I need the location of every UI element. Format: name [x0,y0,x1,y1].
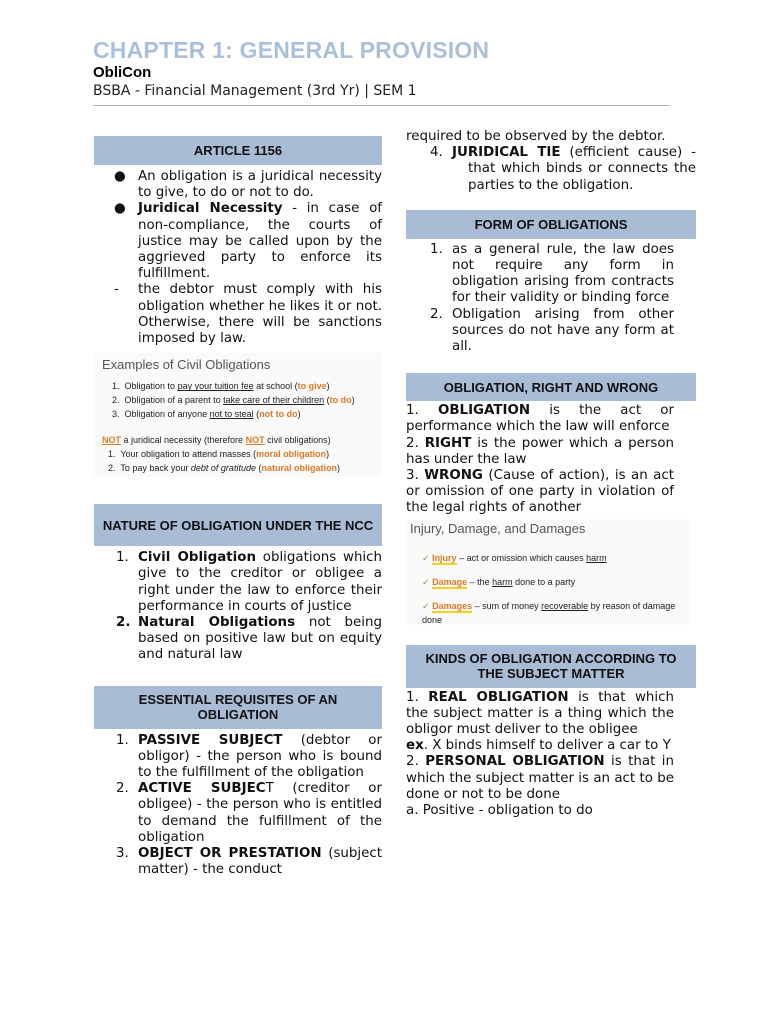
course-line: BSBA - Financial Management (3rd Yr) | SEM 1 [93,83,417,99]
chapter-title: CHAPTER 1: GENERAL PROVISION [93,37,490,63]
bullet-icon: ● [114,201,126,217]
list-item [430,242,674,307]
section-heading-nature [94,504,382,546]
section-heading-text: ARTICLE 1156 [193,143,283,158]
check-icon: ✓ [422,576,430,587]
example-item: 2. Obligation of a parent to take care of their children (to do) [112,395,355,406]
civil-obligations-examples-image [94,353,382,477]
section-heading-text: OBLIGATION, RIGHT AND WRONG [443,379,659,395]
term-definition: - in case of non-compliance, the courts of justice may be called upon by the aggrieved party to enforce its fulfillment. [138,201,382,282]
section-heading-form [406,210,696,239]
non-civil-list [102,447,374,475]
section-heading-text: KINDS OF OBLIGATION ACCORDING TO THE SUBJECT MATTER [425,651,677,682]
list-number: 1. [116,550,129,566]
check-icon: ✓ [422,600,430,611]
section-heading-text: FORM OF OBLIGATIONS [474,216,628,232]
list-item [116,615,382,664]
paragraph-personal-obligation: 2. PERSONAL OBLIGATION is that in which the subject matter is an act to be done or not to be done [406,754,674,802]
paragraph-positive: a. Positive - obligation to do [406,803,593,819]
list-item-text: as a general rule, the law does not require any form in obligation arising from contracts for their validity or binding force [452,241,674,306]
requisites-list [94,729,382,879]
list-item-text: Obligation arising from other sources do not have any form at all. [452,306,674,355]
list-item-text [138,201,382,282]
example-item: 3. Obligation of anyone not to steal (not to do) [112,409,301,420]
paragraph-obligation: 1. OBLIGATION is the act or performance which the law will enforce [406,403,674,435]
bullet-icon: ● [114,169,126,184]
list-number: 2. [116,615,131,631]
list-item [114,201,382,282]
list-item [406,145,696,194]
injury-list [410,537,685,627]
list-item-text: An obligation is a juridical necessity to give, to do or not to do. [138,169,382,201]
section-heading-kinds [406,645,696,688]
paragraph-wrong: 3. WRONG (Cause of action), is an act or omission of one party in violation of the legal rights of another [406,468,674,516]
non-civil-item: 2. To pay back your debt of gratitude (natural obligation) [108,463,340,474]
list-item [116,733,382,782]
injury-item: ✓ Damage – the harm done to a party [422,576,576,587]
article-1156-list [94,165,382,347]
injury-item: ✓ Injury – act or omission which causes harm [422,552,607,563]
section-heading-obligation-right-wrong [406,373,696,401]
section-heading-article-1156 [94,136,382,165]
injury-item: ✓ Damages – sum of money recoverable by reason of damage done [422,600,676,625]
list-item-text: ACTIVE SUBJECT (creditor or obligee) - the person who is entitled to demand the fulfillment of the obligation [138,781,382,845]
image-title: Examples of Civil Obligations [102,357,271,373]
kinds-paragraphs [406,688,696,820]
continued-text: required to be observed by the debtor. [406,129,666,144]
requisites-continued [406,129,696,194]
dash-icon: - [114,282,119,298]
section-heading-requisites [94,686,382,729]
term-bold: Juridical Necessity [138,201,283,217]
paragraph-real-obligation: 1. REAL OBLIGATION is that which the subject matter is a thing which the obligor must deliver to the obligee [406,689,674,738]
example-item: 1. Obligation to pay your tuition fee at school (to give) [112,381,330,392]
orw-paragraphs [406,401,696,516]
check-icon: ✓ [422,552,430,563]
section-heading-text: ESSENTIAL REQUISITES OF AN OBLIGATION [138,692,338,723]
list-number: 1. [116,732,129,748]
form-list [406,239,696,355]
list-number: 1. [430,241,443,257]
list-item-text: Civil Obligation obligations which give to the creditor or obligee a right under the law to enforce their performance in courts of justice [138,550,382,614]
list-number: 3. [116,846,129,862]
paragraph-right: 2. RIGHT is the power which a person has under the law [406,435,674,467]
list-item-text: Natural Obligations not being based on positive law but on equity and natural law [138,615,382,663]
section-heading-text: NATURE OF OBLIGATION UNDER THE NCC [102,517,374,533]
list-item [116,846,382,878]
non-civil-item: 1. Your obligation to attend masses (moral obligation) [108,449,330,460]
list-item-text: JURIDICAL TIE (efficient cause) - that which binds or connects the parties to the obligation. [452,145,696,193]
not-civil-note: NOT a juridical necessity (therefore NOT civil obligations) [102,435,331,446]
left-column [94,136,382,878]
list-item-text: OBJECT OR PRESTATION (subject matter) - the conduct [138,846,382,878]
header-divider [93,105,670,106]
injury-damage-image [406,519,689,625]
list-item-text: PASSIVE SUBJECT (debtor or obligor) - the person who is bound to the fulfillment of the obligation [138,732,382,781]
list-item [114,282,382,347]
right-column [406,129,696,819]
list-number: 2. [116,781,129,797]
list-item [430,307,674,356]
list-item [114,169,382,201]
list-item-text: the debtor must comply with his obligation whether he likes it or not. Otherwise, there will be sanctions imposed by law. [138,282,382,347]
image-title: Injury, Damage, and Damages [410,520,586,536]
paragraph-example: ex. X binds himself to deliver a car to Y [406,738,671,754]
examples-list [102,373,374,421]
list-item [116,781,382,846]
list-item [116,550,382,615]
subject-name: ObliCon [93,64,152,81]
nature-list [94,546,382,663]
list-number: 2. [430,306,443,322]
list-number: 4. [430,145,443,161]
page-header [93,36,673,100]
